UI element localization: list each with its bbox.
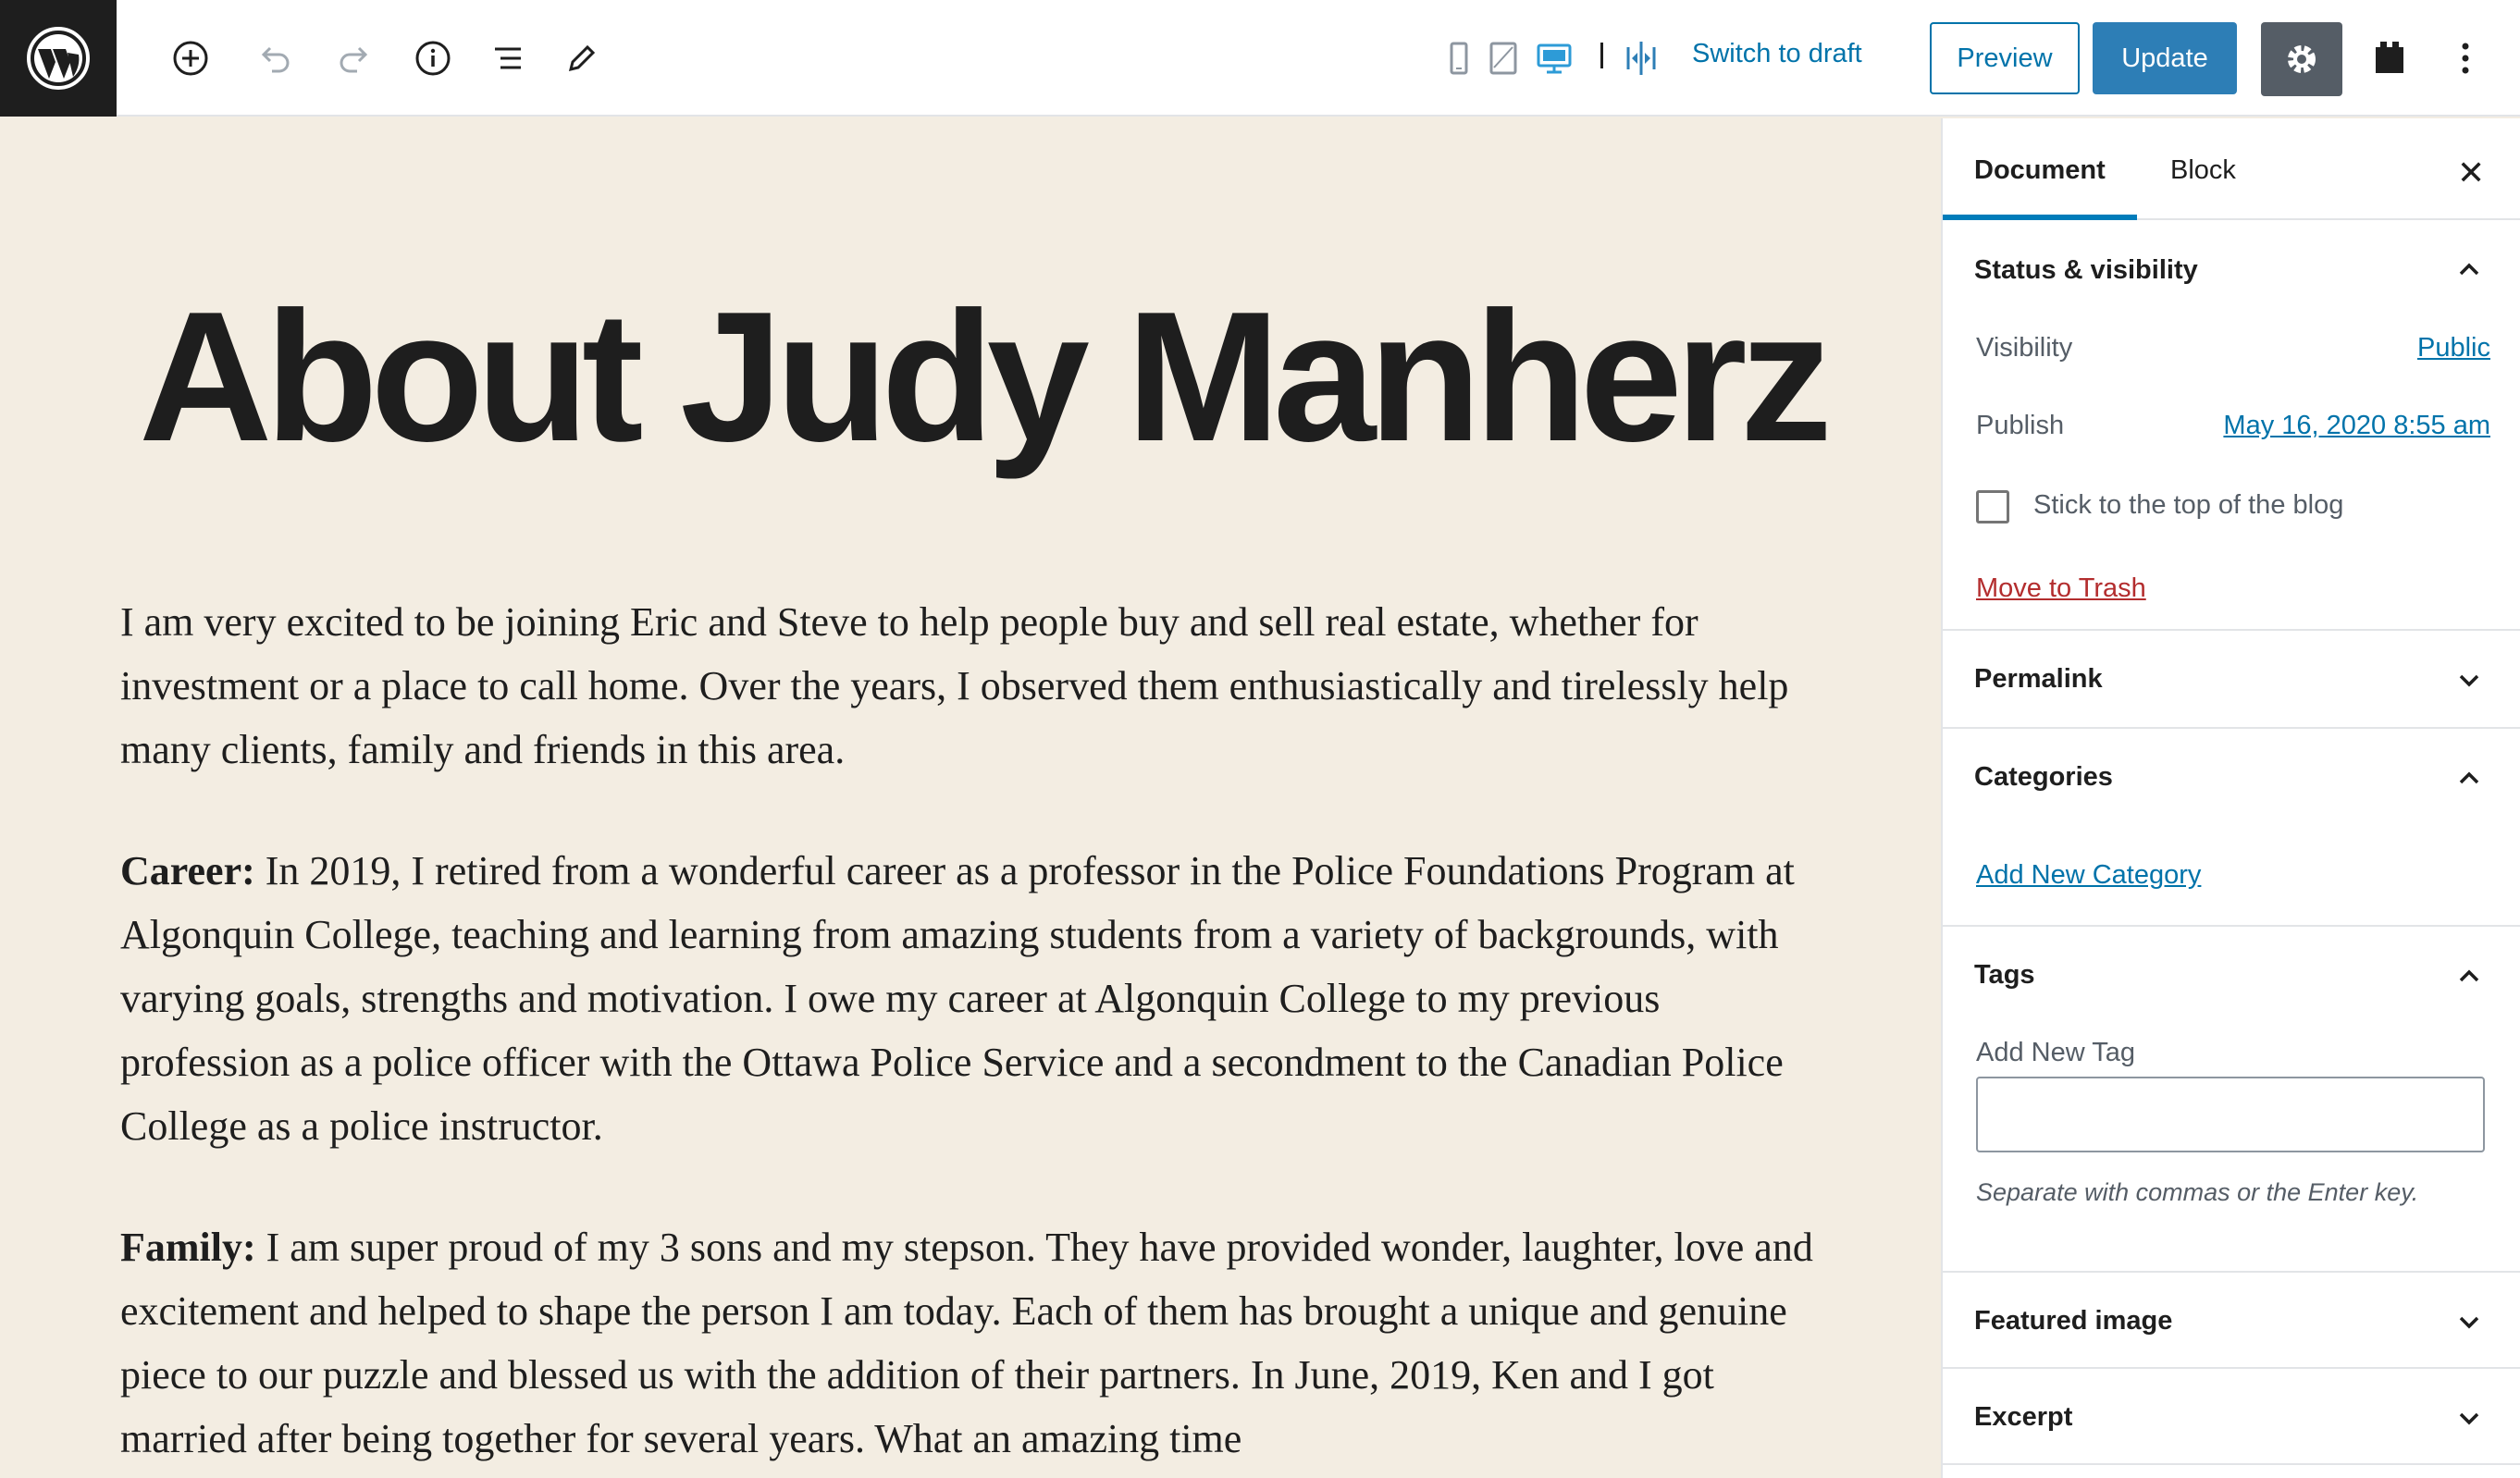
chevron-up-icon[interactable]	[2453, 762, 2485, 794]
panel-featured-image	[1943, 1273, 2520, 1369]
editor-canvas	[0, 118, 1941, 1478]
add-new-tag-label: Add New Tag	[1976, 1038, 2135, 1067]
chevron-up-icon[interactable]	[2453, 960, 2485, 991]
outline-icon[interactable]	[485, 35, 531, 81]
paragraph-text: I am very excited to be joining Eric and Steve to help people buy and sell real estate, whether for investment or a place to call home. Over the years, I observed them enthusiastically and tirelessly help many clients, family and friends in this area.	[120, 599, 1789, 772]
panel-permalink	[1943, 631, 2520, 729]
paragraph-bold-lead: Family:	[120, 1225, 256, 1270]
sidebar-tabs	[1943, 118, 2520, 220]
paragraph-bold-lead: Career:	[120, 848, 255, 893]
plugin-icon[interactable]	[2366, 35, 2413, 81]
chevron-up-icon[interactable]	[2453, 253, 2485, 285]
preview-button[interactable]: Preview	[1930, 22, 2080, 94]
sticky-label[interactable]: Stick to the top of the blog	[2033, 490, 2344, 520]
chevron-down-icon[interactable]	[2453, 664, 2485, 696]
chevron-down-icon[interactable]	[2453, 1306, 2485, 1337]
redo-icon[interactable]	[332, 35, 378, 81]
desktop-preview-icon[interactable]	[1531, 35, 1577, 81]
mobile-preview-icon[interactable]	[1436, 35, 1482, 81]
post-content	[120, 590, 1832, 1478]
settings-sidebar	[1941, 118, 2520, 1478]
add-block-icon[interactable]	[167, 35, 214, 81]
tag-input[interactable]	[1976, 1077, 2485, 1152]
paragraph-text: I am super proud of my 3 sons and my stepson. They have provided wonder, laughter, love and excitement and helped to shape the person I am today. Each of them has brought a unique and genuine piece to our puzzle and blessed us with the addition of their partners. In June, 2019, Ken and I got married after being together for several years. What an amazing time	[120, 1225, 1813, 1461]
post-title[interactable]: About Judy Manherz	[139, 274, 1825, 480]
paragraph-block[interactable]	[120, 590, 1832, 782]
more-options-icon[interactable]	[2442, 35, 2489, 81]
switch-to-draft-button[interactable]: Switch to draft	[1692, 39, 1862, 68]
panel-status-visibility	[1943, 220, 2520, 631]
tags-help-text: Separate with commas or the Enter key.	[1976, 1178, 2419, 1206]
panel-title[interactable]: Tags	[1974, 960, 2035, 990]
paragraph-block[interactable]	[120, 1215, 1832, 1471]
sticky-checkbox[interactable]	[1976, 490, 2009, 523]
info-icon[interactable]	[410, 35, 456, 81]
move-to-trash-link[interactable]: Move to Trash	[1976, 573, 2146, 603]
visibility-label: Visibility	[1976, 333, 2073, 363]
panel-title[interactable]: Featured image	[1974, 1306, 2173, 1336]
toolbar-separator	[1600, 43, 1603, 68]
panel-title[interactable]: Permalink	[1974, 664, 2103, 694]
panel-tags	[1943, 927, 2520, 1273]
panel-title[interactable]: Status & visibility	[1974, 255, 2198, 285]
wordpress-logo-icon[interactable]	[0, 0, 117, 117]
panel-categories	[1943, 729, 2520, 927]
columns-icon[interactable]	[1618, 35, 1664, 81]
add-new-category-link[interactable]: Add New Category	[1976, 860, 2202, 890]
edit-tools-icon[interactable]	[559, 35, 605, 81]
paragraph-block[interactable]	[120, 839, 1832, 1158]
tab-document[interactable]: Document	[1974, 155, 2106, 185]
tab-block[interactable]: Block	[2170, 155, 2236, 185]
publish-label: Publish	[1976, 411, 2065, 440]
paragraph-text: In 2019, I retired from a wonderful career as a professor in the Police Foundations Program at Algonquin College, teaching and learning from amazing students from a variety of backgrounds, with varying goals, strengths and motivation. I owe my career at Algonquin College to my previous profession as a police officer with the Ottawa Police Service and a secondment to the Canadian Police College as a police instructor.	[120, 848, 1795, 1149]
update-button[interactable]: Update	[2093, 22, 2237, 94]
chevron-down-icon[interactable]	[2453, 1402, 2485, 1434]
panel-excerpt	[1943, 1369, 2520, 1465]
tablet-preview-icon[interactable]	[1480, 35, 1526, 81]
visibility-toggle[interactable]: Public	[2417, 333, 2490, 363]
settings-gear-icon[interactable]	[2261, 22, 2342, 96]
panel-title[interactable]: Excerpt	[1974, 1402, 2073, 1432]
panel-title[interactable]: Categories	[1974, 762, 2113, 792]
editor-header	[0, 0, 2520, 117]
undo-icon[interactable]	[251, 35, 297, 81]
close-icon[interactable]: ✕	[2457, 154, 2486, 191]
publish-date-toggle[interactable]: May 16, 2020 8:55 am	[2223, 411, 2490, 440]
